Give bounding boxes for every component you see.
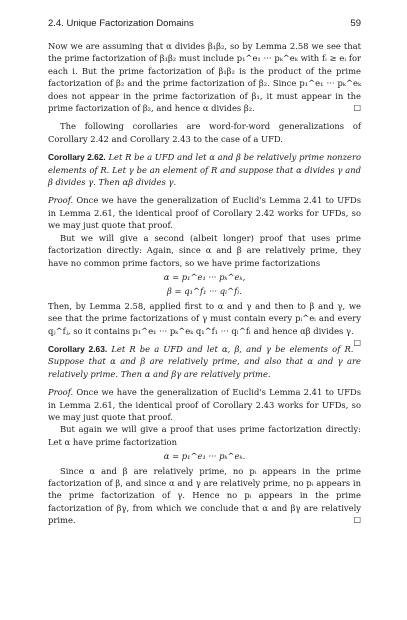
qed-symbol: □ (353, 515, 361, 525)
corollary-2-63-label: Corollary 2.63. (48, 343, 108, 354)
proof-2-63-para1: Proof. Once we have the generalization of Euclid's Lemma 2.41 to UFDs in Lemma 2.61, the identical proof of Corollary 2.43 works for UFDs, so we may just quote that proof. (48, 387, 362, 422)
display-equation-alpha-2: α = p₁^e₁ ··· pₖ^eₖ. (163, 451, 246, 462)
corollary-2-62 (48, 151, 361, 188)
proof-2-62-para1: Proof. Once we have the generalization of Euclid's Lemma 2.41 to UFDs in Lemma 2.61, the identical proof of Corollary 2.42 works for UFDs, so we may just quote that proof. (48, 195, 362, 231)
proof-2-63-para3: Since α and β are relatively prime, no pᵢ appears in the prime factorization of β, and since α and γ are relatively prime, no pᵢ appears in the prime factorization of γ. Hence no pᵢ appears in the prime factorization of βγ, from which we conclude that α and βγ are relatively prime. □ (48, 465, 361, 526)
corollary-2-63-statement: Let R be a UFD and let α, β, and γ be elements of R. Suppose that α and β are relatively prime, and also that α and γ are relatively prime. Then α and βγ are relatively prime. (48, 343, 361, 379)
display-equation-alpha: α = p₁^e₁ ··· pₖ^eₖ, (163, 271, 246, 282)
page-body (48, 40, 361, 527)
following-paragraph: The following corollaries are word-for-word generalizations of Corollary 2.42 and Corollary 2.43 to the case of a UFD. (48, 121, 361, 144)
running-header (48, 18, 361, 29)
page-number: 59 (350, 18, 361, 29)
intro-paragraph: Now we are assuming that α divides β₁β₂, so by Lemma 2.58 we see that the prime factorization of β₁β₂ must include p₁^e₁ ··· pₖ^eₖ with fᵢ ≥ eᵢ for each i. But the prime factorization of β₁β₂ is the product of the prime factorization of β₂ and the prime factorization of β₂. Since p₁^e₁ ··· pₖ^eₖ does not appear in the prime factorization of β₁, it must appear in the prime factorization of β₂, and hence α divides β₂. □ (48, 41, 361, 114)
qed-symbol: □ (353, 103, 361, 113)
display-equation-beta: β = q₁^f₁ ··· qₗ^fₗ. (167, 286, 242, 297)
proof-2-62-para3: Then, by Lemma 2.58, applied first to α and γ and then to β and γ, we see that the prime factorizations of γ must contain every pᵢ^eᵢ and every qⱼ^fⱼ, so it contains p₁^e₁ ··· pₖ^eₖ q₁^f₁ ··· qₗ^fₗ and hence αβ divides γ. □ (48, 300, 361, 337)
corollary-2-62-statement: Let R be a UFD and let α and β be relatively prime nonzero elements of R. Let γ be an element of R and suppose that α divides γ and β divides γ. Then αβ divides γ. (48, 152, 361, 188)
section-title: 2.4. Unique Factorization Domains (48, 18, 194, 29)
corollary-2-63 (48, 343, 361, 380)
corollary-2-62-label: Corollary 2.62. (48, 152, 106, 163)
qed-symbol: □ (353, 337, 361, 347)
proof-2-63-para2: But again we will give a proof that uses prime factorization directly: Let α have prime factorization (48, 424, 361, 447)
proof-2-62-para2: But we will give a second (albeit longer) proof that uses prime factorization directly: Again, since α and β are relatively prime, they have no common prime factors, so we have prime factorizations (48, 232, 361, 268)
